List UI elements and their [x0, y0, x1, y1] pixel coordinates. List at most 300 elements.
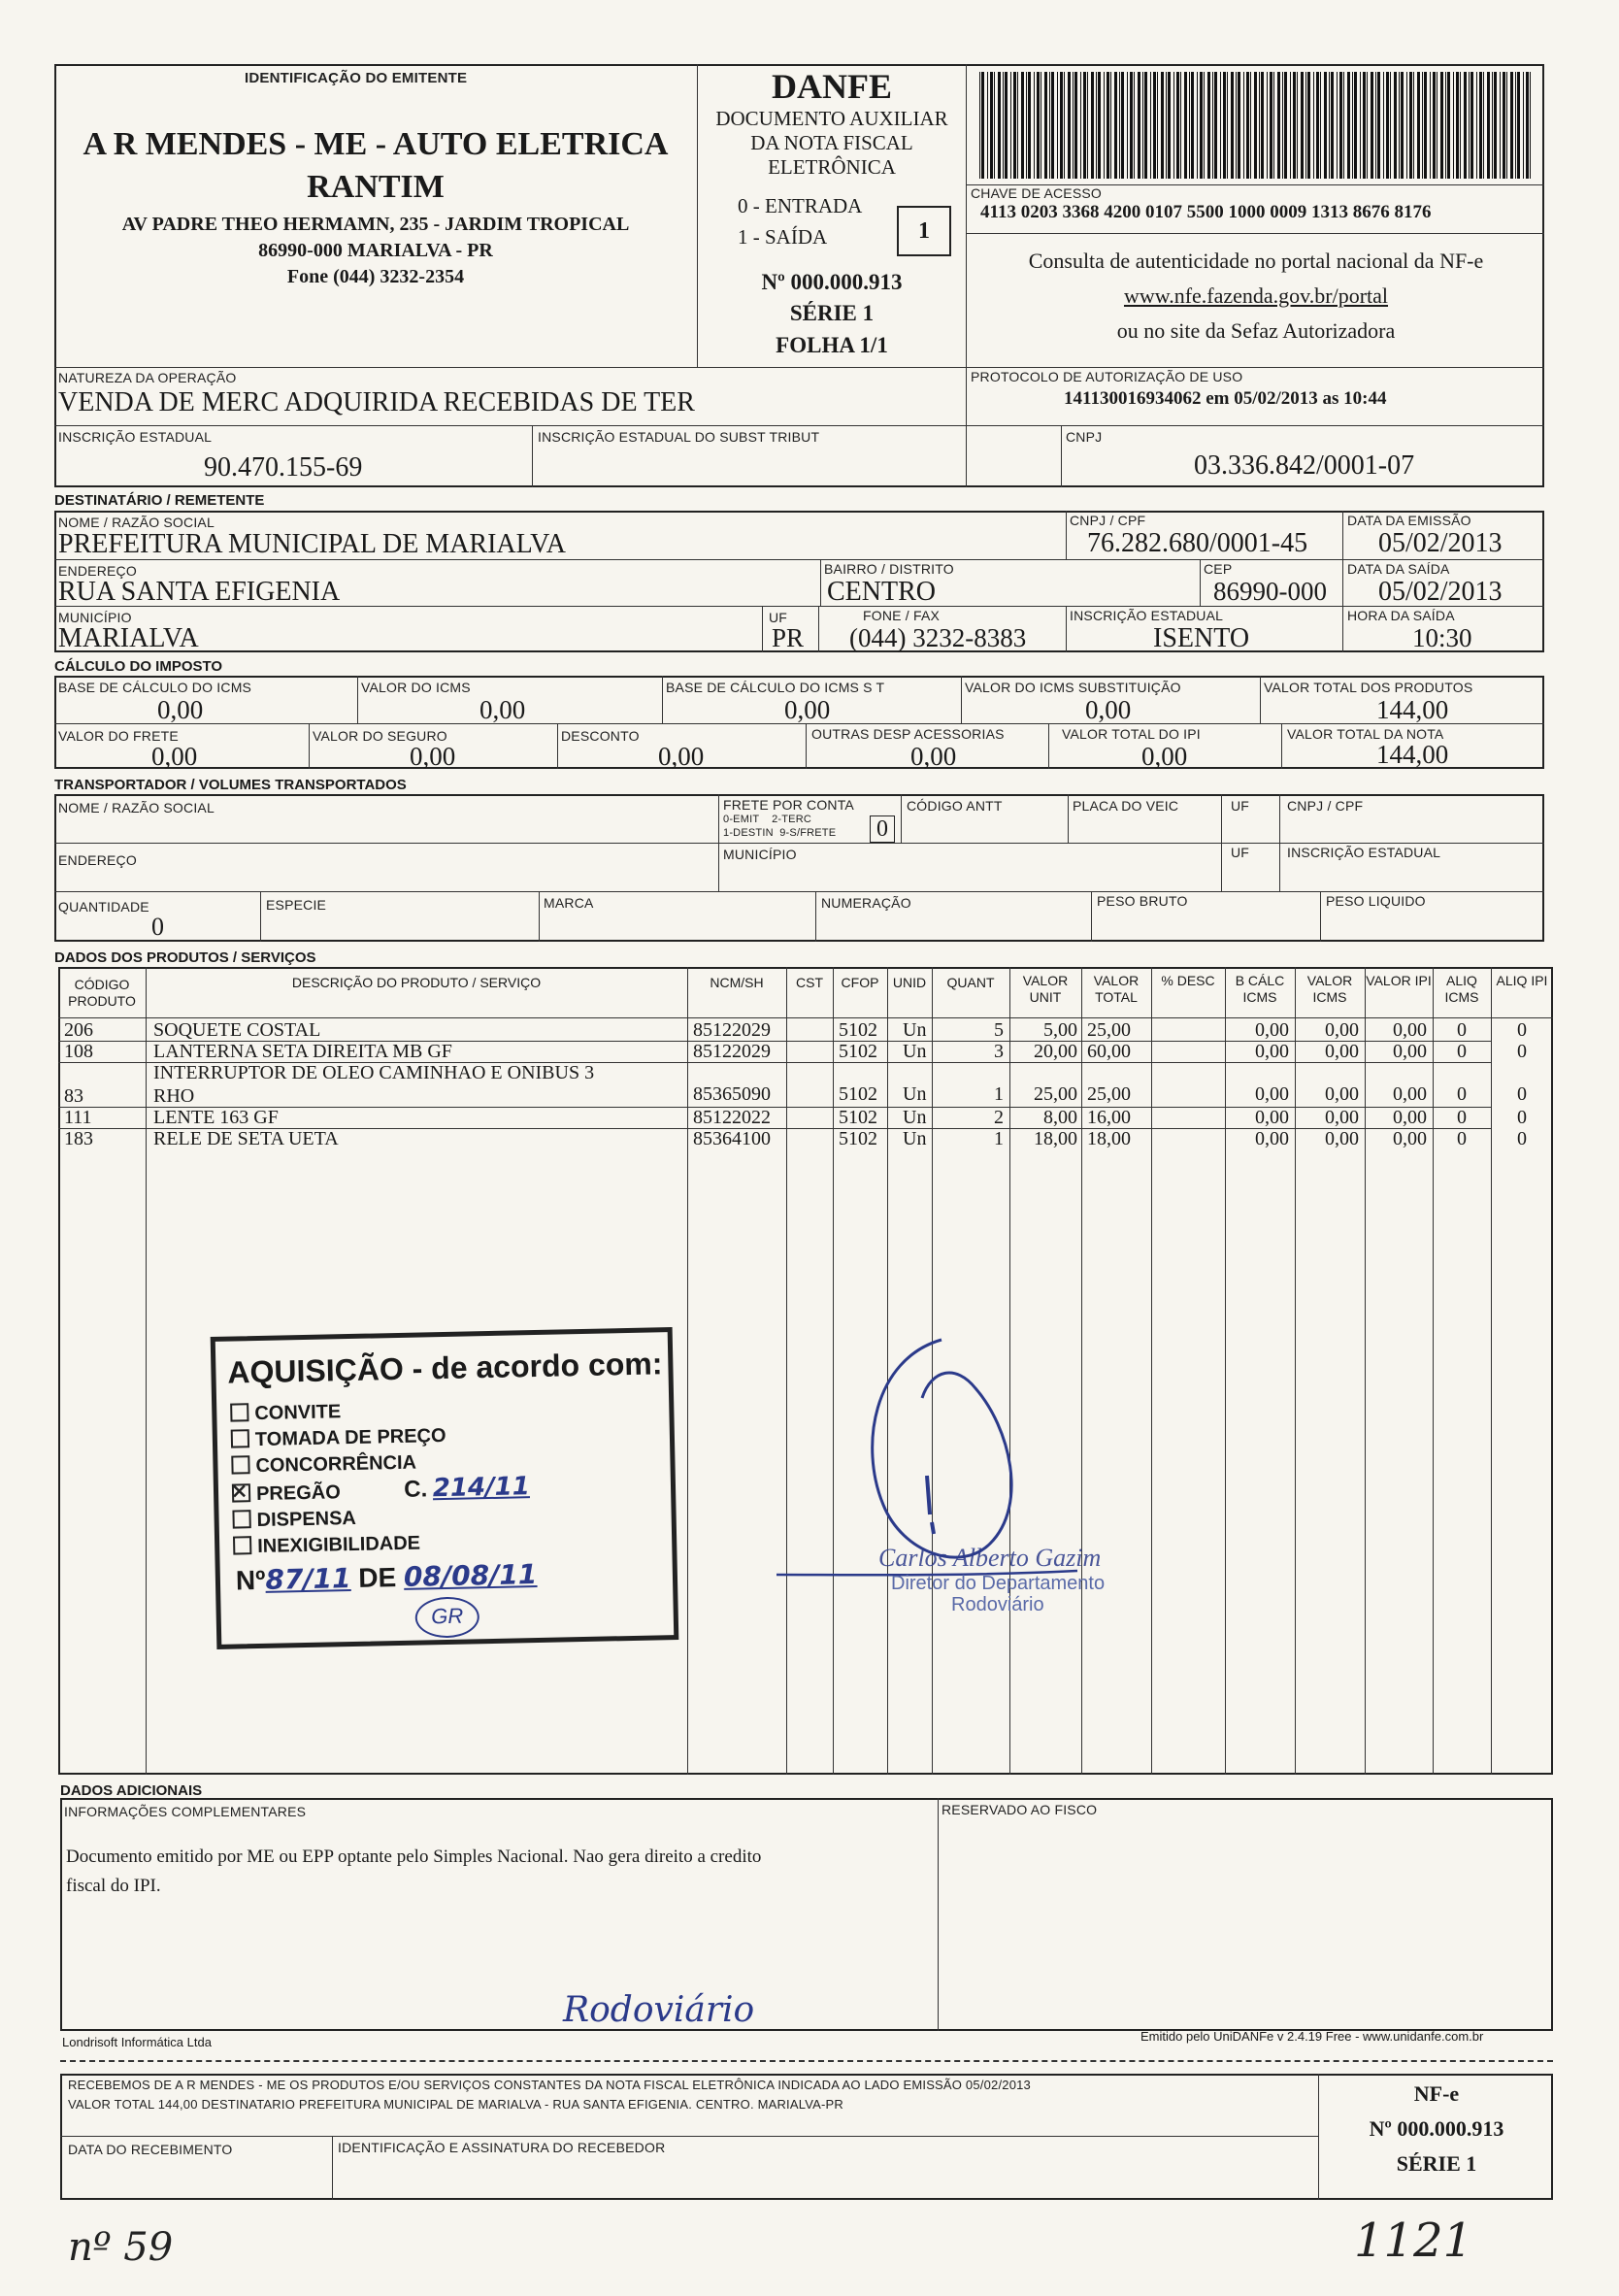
barcode-bar: [1026, 72, 1027, 179]
barcode-bar: [981, 72, 984, 179]
cep-label: CEP: [1204, 561, 1233, 577]
signature-name: Carlos Alberto Gazim: [878, 1544, 1102, 1572]
cell-ncm: 85122029: [693, 1019, 771, 1041]
danfe-numero: Nº 000.000.913: [761, 270, 903, 294]
canhoto-text-1: RECEBEMOS DE A R MENDES - ME OS PRODUTOS E/OU SERVIÇOS CONSTANTES DA NOTA FISCAL ELETRÔNICA INDICADA AO LADO EMISSÃO 05/02/2013: [68, 2078, 1031, 2092]
cell-vunit: 8,00: [1043, 1107, 1077, 1128]
th-descricao: DESCRIÇÃO DO PRODUTO / SERVIÇO: [291, 975, 542, 990]
barcode-bar: [1476, 72, 1477, 179]
barcode-bar: [1161, 72, 1164, 179]
transp-uf2-label: UF: [1231, 845, 1250, 860]
barcode-bar: [1200, 72, 1203, 179]
barcode-bar: [1243, 72, 1244, 179]
cell-ncm: 85365090: [693, 1083, 771, 1105]
barcode-bar: [1523, 72, 1524, 179]
cell-unid: Un: [903, 1107, 927, 1128]
barcode-bar: [1386, 72, 1389, 179]
cell-aliq-icms: 0: [1457, 1019, 1467, 1041]
consulta-link[interactable]: www.nfe.fazenda.gov.br/portal: [1123, 283, 1389, 308]
cell-vunit: 18,00: [1034, 1128, 1077, 1149]
emitente-address: AV PADRE THEO HERMAMN, 235 - JARDIM TROPICAL: [121, 214, 630, 235]
frete-value-box: 0: [870, 815, 895, 843]
barcode-bar: [1236, 72, 1237, 179]
barcode-bar: [1150, 72, 1151, 179]
bc-st-label: BASE DE CÁLCULO DO ICMS S T: [666, 680, 885, 695]
barcode-bar: [1091, 72, 1094, 179]
barcode-bar: [1363, 72, 1366, 179]
cell-vunit: 5,00: [1043, 1019, 1077, 1041]
cep-value: 86990-000: [1213, 577, 1327, 606]
barcode-bar: [1267, 72, 1268, 179]
cell-aliq-icms: 0: [1457, 1041, 1467, 1062]
barcode-bar: [1270, 72, 1272, 179]
barcode-bar: [1479, 72, 1482, 179]
barcode-bar: [1307, 72, 1310, 179]
th-ncm: NCM/SH: [710, 975, 764, 990]
th-codigo: CÓDIGO PRODUTO: [68, 977, 136, 1009]
ipi-label: VALOR TOTAL DO IPI: [1062, 726, 1201, 742]
cell-vicms: 0,00: [1325, 1083, 1359, 1105]
checkbox-inexigibilidade: [233, 1536, 251, 1554]
barcode-bar: [1083, 72, 1086, 179]
barcode-bar: [1483, 72, 1484, 179]
stamp-opt-convite: CONVITE: [254, 1401, 342, 1425]
barcode-bar: [1204, 72, 1205, 179]
cell-unid: Un: [903, 1019, 927, 1041]
info-label: INFORMAÇÕES COMPLEMENTARES: [64, 1804, 307, 1819]
qtd-value: 0: [151, 913, 164, 941]
danfe-sub2: DA NOTA FISCAL: [750, 131, 913, 154]
barcode-bar: [1227, 72, 1228, 179]
barcode-bar: [1191, 72, 1194, 179]
barcode-bar: [1207, 72, 1210, 179]
barcode-bar: [1212, 72, 1213, 179]
barcode-bar: [1464, 72, 1467, 179]
bairro-label: BAIRRO / DISTRITO: [824, 561, 954, 577]
cell-cfop: 5102: [839, 1041, 877, 1062]
barcode-bar: [1352, 72, 1353, 179]
chave-value: 4113 0203 3368 4200 0107 5500 1000 0009 1313 8676 8176: [980, 202, 1432, 222]
checkbox-concorrencia: [231, 1455, 249, 1474]
barcode-bar: [1329, 72, 1330, 179]
barcode-bar: [1526, 72, 1529, 179]
cell-unid: Un: [903, 1041, 927, 1062]
transportador-section-label: TRANSPORTADOR / VOLUMES TRANSPORTADOS: [54, 777, 407, 793]
especie-label: ESPECIE: [266, 897, 327, 913]
stamp-opt-concorrencia: CONCORRÊNCIA: [255, 1451, 417, 1478]
barcode-bar: [1068, 72, 1071, 179]
cell-cfop: 5102: [839, 1019, 877, 1041]
th-aliq-ipi: ALIQ IPI: [1496, 973, 1548, 988]
barcode-bar: [1347, 72, 1350, 179]
checkbox-dispensa: [232, 1510, 250, 1528]
cell-ncm: 85122029: [693, 1041, 771, 1062]
cell-quant: 1: [994, 1083, 1004, 1105]
barcode-bar: [1510, 72, 1513, 179]
barcode-bar: [1049, 72, 1050, 179]
peso-liquido-label: PESO LIQUIDO: [1326, 893, 1426, 909]
cut-line: [60, 2060, 1553, 2062]
barcode-bar: [1401, 72, 1404, 179]
cell-ncm: 85364100: [693, 1128, 771, 1149]
dest-nome: PREFEITURA MUNICIPAL DE MARIALVA: [58, 529, 567, 559]
cell-codigo: 183: [64, 1128, 93, 1149]
th-bcalc: B CÁLC ICMS: [1235, 973, 1285, 1005]
cell-vtotal: 16,00: [1087, 1107, 1131, 1128]
barcode-bar: [1337, 72, 1338, 179]
barcode-bar: [1320, 72, 1321, 179]
barcode-bar: [1197, 72, 1198, 179]
hora-label: HORA DA SAÍDA: [1347, 608, 1455, 623]
danfe-sub1: DOCUMENTO AUXILIAR: [715, 107, 948, 130]
barcode-bar: [1406, 72, 1407, 179]
cell-aliq-ipi: 0: [1517, 1083, 1527, 1105]
barcode-bar: [1138, 72, 1140, 179]
emitente-name: A R MENDES - ME - AUTO ELETRICA: [83, 126, 669, 162]
stamp-title: AQUISIÇÃO - de acordo com:: [227, 1346, 663, 1390]
barcode-bar: [1130, 72, 1133, 179]
adicionais-block: [60, 1798, 1553, 2031]
stamp-opt-pregao: PREGÃO: [255, 1481, 341, 1506]
cell-vtotal: 25,00: [1087, 1019, 1131, 1041]
barcode-bar: [1254, 72, 1257, 179]
th-cst: CST: [796, 975, 823, 990]
data-recebimento-label: DATA DO RECEBIMENTO: [68, 2142, 233, 2157]
danfe-sub3: ELETRÔNICA: [768, 155, 896, 179]
cell-vipi: 0,00: [1393, 1083, 1427, 1105]
cnpj-label: CNPJ: [1066, 429, 1103, 445]
v-icms: 0,00: [479, 695, 526, 724]
barcode-bar: [1142, 72, 1143, 179]
seguro-value: 0,00: [410, 742, 456, 771]
th-vtotal: VALOR TOTAL: [1093, 973, 1140, 1005]
barcode-bar: [1460, 72, 1461, 179]
canhoto-numero: Nº 000.000.913: [1369, 2116, 1504, 2141]
destinatario-section-label: DESTINATÁRIO / REMETENTE: [54, 492, 265, 509]
consulta-line1: Consulta de autenticidade no portal nacional da NF-e: [1028, 249, 1484, 273]
barcode-bar: [1121, 72, 1124, 179]
cell-quant: 5: [994, 1019, 1004, 1041]
ie-label: INSCRIÇÃO ESTADUAL: [58, 429, 213, 445]
th-quant: QUANT: [946, 975, 995, 990]
transp-nome-label: NOME / RAZÃO SOCIAL: [58, 800, 215, 815]
barcode-bar: [1223, 72, 1226, 179]
cell-bcalc: 0,00: [1255, 1128, 1289, 1149]
barcode-bar: [1134, 72, 1135, 179]
saida-value: 05/02/2013: [1378, 577, 1503, 607]
nota-label: VALOR TOTAL DA NOTA: [1287, 726, 1444, 742]
barcode-bar: [1144, 72, 1147, 179]
checkbox-convite: [230, 1403, 248, 1421]
cell-aliq-ipi: 0: [1517, 1019, 1527, 1041]
barcode-bar: [1324, 72, 1327, 179]
frete-opt1: 0-EMIT 2-TERC: [723, 814, 812, 825]
barcode-bar: [1297, 72, 1298, 179]
danfe-tipo: 1: [897, 206, 951, 256]
numeracao-label: NUMERAÇÃO: [821, 895, 911, 911]
bc-st: 0,00: [784, 695, 831, 724]
barcode-bar: [1246, 72, 1249, 179]
barcode-bar: [1394, 72, 1397, 179]
cell-codigo: 111: [64, 1107, 92, 1128]
barcode-bar: [1293, 72, 1296, 179]
barcode-bar: [1010, 72, 1011, 179]
info-text-1: Documento emitido por ME ou EPP optante pelo Simples Nacional. Nao gera direito a credito: [66, 1847, 762, 1867]
barcode-bar: [1214, 72, 1217, 179]
barcode-bar: [994, 72, 995, 179]
barcode-bar: [1339, 72, 1342, 179]
barcode-bar: [1173, 72, 1174, 179]
cell-aliq-icms: 0: [1457, 1107, 1467, 1128]
barcode-bar: [1440, 72, 1443, 179]
barcode-bar: [1127, 72, 1128, 179]
cell-codigo: 83: [64, 1085, 83, 1107]
barcode-bar: [1005, 72, 1008, 179]
barcode-bar: [1413, 72, 1414, 179]
barcode-bar: [1424, 72, 1427, 179]
barcode-bar: [1282, 72, 1283, 179]
barcode-bar: [1456, 72, 1459, 179]
barcode-bar: [1301, 72, 1304, 179]
cell-vicms: 0,00: [1325, 1019, 1359, 1041]
barcode-bar: [1354, 72, 1357, 179]
hora-value: 10:30: [1412, 623, 1472, 652]
ie-value: 90.470.155-69: [204, 452, 363, 482]
barcode-bar: [1180, 72, 1181, 179]
frete-label: VALOR DO FRETE: [58, 728, 179, 744]
barcode-bar: [1503, 72, 1505, 179]
cell-vipi: 0,00: [1393, 1107, 1427, 1128]
barcode-bar: [1021, 72, 1024, 179]
emissao-value: 05/02/2013: [1378, 528, 1503, 558]
cell-quant: 3: [994, 1041, 1004, 1062]
barcode-bar: [1290, 72, 1291, 179]
peso-bruto-label: PESO BRUTO: [1097, 893, 1188, 909]
checkbox-tomada: [231, 1429, 249, 1447]
barcode-bar: [1166, 72, 1167, 179]
cell-ncm: 85122022: [693, 1107, 771, 1128]
v-prod: 144,00: [1376, 695, 1449, 724]
cell-vipi: 0,00: [1393, 1041, 1427, 1062]
ident-recebedor-label: IDENTIFICAÇÃO E ASSINATURA DO RECEBEDOR: [338, 2140, 666, 2155]
th-vicms: VALOR ICMS: [1306, 973, 1353, 1005]
barcode-bar: [1098, 72, 1101, 179]
barcode-bar: [1487, 72, 1490, 179]
barcode-bar: [1277, 72, 1280, 179]
consulta-line3: ou no site da Sefaz Autorizadora: [1116, 318, 1396, 343]
transp-uf-label: UF: [1231, 798, 1250, 814]
desconto-value: 0,00: [658, 742, 705, 771]
cell-vtotal: 18,00: [1087, 1128, 1131, 1149]
stamp-c-prefix: C.: [403, 1476, 428, 1503]
cell-cfop: 5102: [839, 1083, 877, 1105]
barcode-bar: [1057, 72, 1058, 179]
canhoto-serie: SÉRIE 1: [1396, 2151, 1477, 2176]
municipio-label: MUNICÍPIO: [58, 610, 132, 625]
barcode-bar: [1305, 72, 1306, 179]
danfe-serie: SÉRIE 1: [789, 301, 875, 325]
cell-unid: Un: [903, 1128, 927, 1149]
danfe-folha: FOLHA 1/1: [776, 333, 888, 357]
v-icms-label: VALOR DO ICMS: [361, 680, 471, 695]
barcode-bar: [1259, 72, 1260, 179]
adicionais-section-label: DADOS ADICIONAIS: [60, 1782, 203, 1799]
barcode-bar: [1073, 72, 1074, 179]
ipi-value: 0,00: [1141, 742, 1188, 771]
cell-vunit: 20,00: [1034, 1041, 1077, 1062]
barcode-bar: [1383, 72, 1384, 179]
marca-label: MARCA: [544, 895, 594, 911]
barcode-bar: [1231, 72, 1234, 179]
dest-endereco: RUA SANTA EFIGENIA: [58, 577, 341, 607]
cell-vipi: 0,00: [1393, 1019, 1427, 1041]
fisco-label: RESERVADO AO FISCO: [942, 1802, 1098, 1817]
cell-aliq-icms: 0: [1457, 1083, 1467, 1105]
handwritten-rodoviario: Rodoviário: [563, 1990, 755, 2030]
outras-value: 0,00: [910, 742, 957, 771]
barcode-bar: [1375, 72, 1376, 179]
acquisition-stamp: [211, 1327, 679, 1649]
barcode-bar: [998, 72, 1001, 179]
th-vipi: VALOR IPI: [1366, 973, 1432, 988]
bairro-value: CENTRO: [827, 577, 936, 607]
saida-label: DATA DA SAÍDA: [1347, 561, 1450, 577]
barcode-bar: [1107, 72, 1109, 179]
v-st-label: VALOR DO ICMS SUBSTITUIÇÃO: [965, 680, 1181, 695]
bc-icms: 0,00: [157, 695, 204, 724]
transp-ie-label: INSCRIÇÃO ESTADUAL: [1287, 845, 1441, 860]
footer-left: Londrisoft Informática Ltda: [62, 2035, 212, 2049]
cell-cfop: 5102: [839, 1128, 877, 1149]
barcode-bar: [1530, 72, 1531, 179]
cell-bcalc: 0,00: [1255, 1019, 1289, 1041]
cell-bcalc: 0,00: [1255, 1083, 1289, 1105]
barcode-bar: [1430, 72, 1431, 179]
th-unid: UNID: [892, 975, 927, 990]
barcode-bar: [1013, 72, 1016, 179]
barcode-bar: [1034, 72, 1035, 179]
barcode-bar: [1044, 72, 1047, 179]
barcode-bar: [1096, 72, 1097, 179]
frete-conta-label: FRETE POR CONTA: [723, 797, 854, 813]
frete-opt2: 1-DESTIN 9-S/FRETE: [723, 827, 837, 839]
cell-codigo: 206: [64, 1019, 93, 1041]
v-st: 0,00: [1085, 695, 1132, 724]
barcode-bar: [1157, 72, 1158, 179]
cell-vunit: 25,00: [1034, 1083, 1077, 1105]
barcode-bar: [1284, 72, 1287, 179]
desconto-label: DESCONTO: [561, 728, 640, 744]
imposto-section-label: CÁLCULO DO IMPOSTO: [54, 658, 223, 675]
signature-role1: Diretor do Departamento: [891, 1573, 1106, 1594]
dest-cnpj-label: CNPJ / CPF: [1070, 513, 1146, 528]
barcode-bar: [1470, 72, 1473, 179]
barcode-bar: [1399, 72, 1400, 179]
barcode-bar: [1114, 72, 1117, 179]
barcode-bar: [1343, 72, 1344, 179]
cell-descricao-2: RHO: [153, 1085, 195, 1107]
outras-label: OUTRAS DESP ACESSORIAS: [811, 726, 1005, 742]
handnote-left: nº 59: [68, 2225, 174, 2270]
barcode-bar: [1119, 72, 1120, 179]
barcode-bar: [1104, 72, 1105, 179]
barcode-bar: [1087, 72, 1088, 179]
fone-label: FONE / FAX: [863, 608, 941, 623]
cell-vtotal: 60,00: [1087, 1041, 1131, 1062]
protocolo-value: 141130016934062 em 05/02/2013 as 10:44: [1064, 388, 1387, 409]
info-text-2: fiscal do IPI.: [66, 1876, 161, 1896]
barcode-bar: [1060, 72, 1063, 179]
barcode-bar: [1110, 72, 1111, 179]
transp-endereco-label: ENDEREÇO: [58, 852, 137, 868]
cell-descricao: LENTE 163 GF: [153, 1107, 279, 1128]
dest-endereco-label: ENDEREÇO: [58, 563, 137, 579]
stamp-opt-inexigibilidade: INEXIGIBILIDADE: [256, 1532, 421, 1558]
fone-value: (044) 3232-8383: [849, 623, 1027, 652]
th-cfop: CFOP: [841, 975, 879, 990]
barcode-bar: [1377, 72, 1380, 179]
natureza-label: NATUREZA DA OPERAÇÃO: [58, 370, 237, 385]
cell-descricao: RELE DE SETA UETA: [153, 1128, 339, 1149]
barcode-bar: [1189, 72, 1190, 179]
barcode-bar: [987, 72, 988, 179]
cell-cfop: 5102: [839, 1107, 877, 1128]
protocolo-label: PROTOCOLO DE AUTORIZAÇÃO DE USO: [971, 369, 1243, 384]
ie-st-label: INSCRIÇÃO ESTADUAL DO SUBST TRIBUT: [538, 429, 820, 445]
signature-role2: Rodoviário: [951, 1594, 1044, 1615]
transp-cnpj-label: CNPJ / CPF: [1287, 798, 1364, 814]
barcode-bar: [1390, 72, 1391, 179]
cell-codigo: 108: [64, 1041, 93, 1062]
stamp-num-prefix: Nº: [235, 1564, 266, 1596]
produtos-section-label: DADOS DOS PRODUTOS / SERVIÇOS: [54, 949, 316, 966]
nota-value: 144,00: [1376, 740, 1449, 769]
barcode-bar: [1017, 72, 1018, 179]
barcode-bar: [1331, 72, 1334, 179]
barcode-bar: [990, 72, 993, 179]
emitente-section-label: IDENTIFICAÇÃO DO EMITENTE: [245, 70, 468, 86]
barcode-bar: [1273, 72, 1274, 179]
barcode-bar: [1074, 72, 1077, 179]
barcode-bar: [1445, 72, 1446, 179]
stamp-c-value: 214/11: [432, 1472, 531, 1504]
barcode-bar: [1367, 72, 1368, 179]
stamp-initials: GR: [414, 1596, 479, 1638]
barcode-bar: [1515, 72, 1516, 179]
seguro-label: VALOR DO SEGURO: [313, 728, 447, 744]
barcode-bar: [1176, 72, 1179, 179]
barcode-bar: [1168, 72, 1171, 179]
th-desc: % DESC: [1161, 973, 1215, 988]
emitente-city: 86990-000 MARIALVA - PR: [258, 240, 493, 261]
transp-municipio-label: MUNICÍPIO: [723, 847, 797, 862]
cell-descricao: SOQUETE COSTAL: [153, 1019, 321, 1041]
cell-bcalc: 0,00: [1255, 1041, 1289, 1062]
dest-ie-value: ISENTO: [1153, 623, 1250, 653]
cnpj-value: 03.336.842/0001-07: [1194, 450, 1415, 481]
municipio-value: MARIALVA: [58, 623, 199, 653]
emitente-phone: Fone (044) 3232-2354: [286, 266, 465, 287]
barcode-bar: [1492, 72, 1493, 179]
barcode-bar: [1360, 72, 1361, 179]
canhoto-nfe: NF-e: [1413, 2081, 1460, 2106]
cell-vicms: 0,00: [1325, 1107, 1359, 1128]
stamp-num-value: 87/11: [265, 1562, 351, 1596]
stamp-de: DE: [357, 1562, 397, 1593]
barcode-bar: [1080, 72, 1081, 179]
cell-vicms: 0,00: [1325, 1128, 1359, 1149]
emissao-label: DATA DA EMISSÃO: [1347, 513, 1471, 528]
